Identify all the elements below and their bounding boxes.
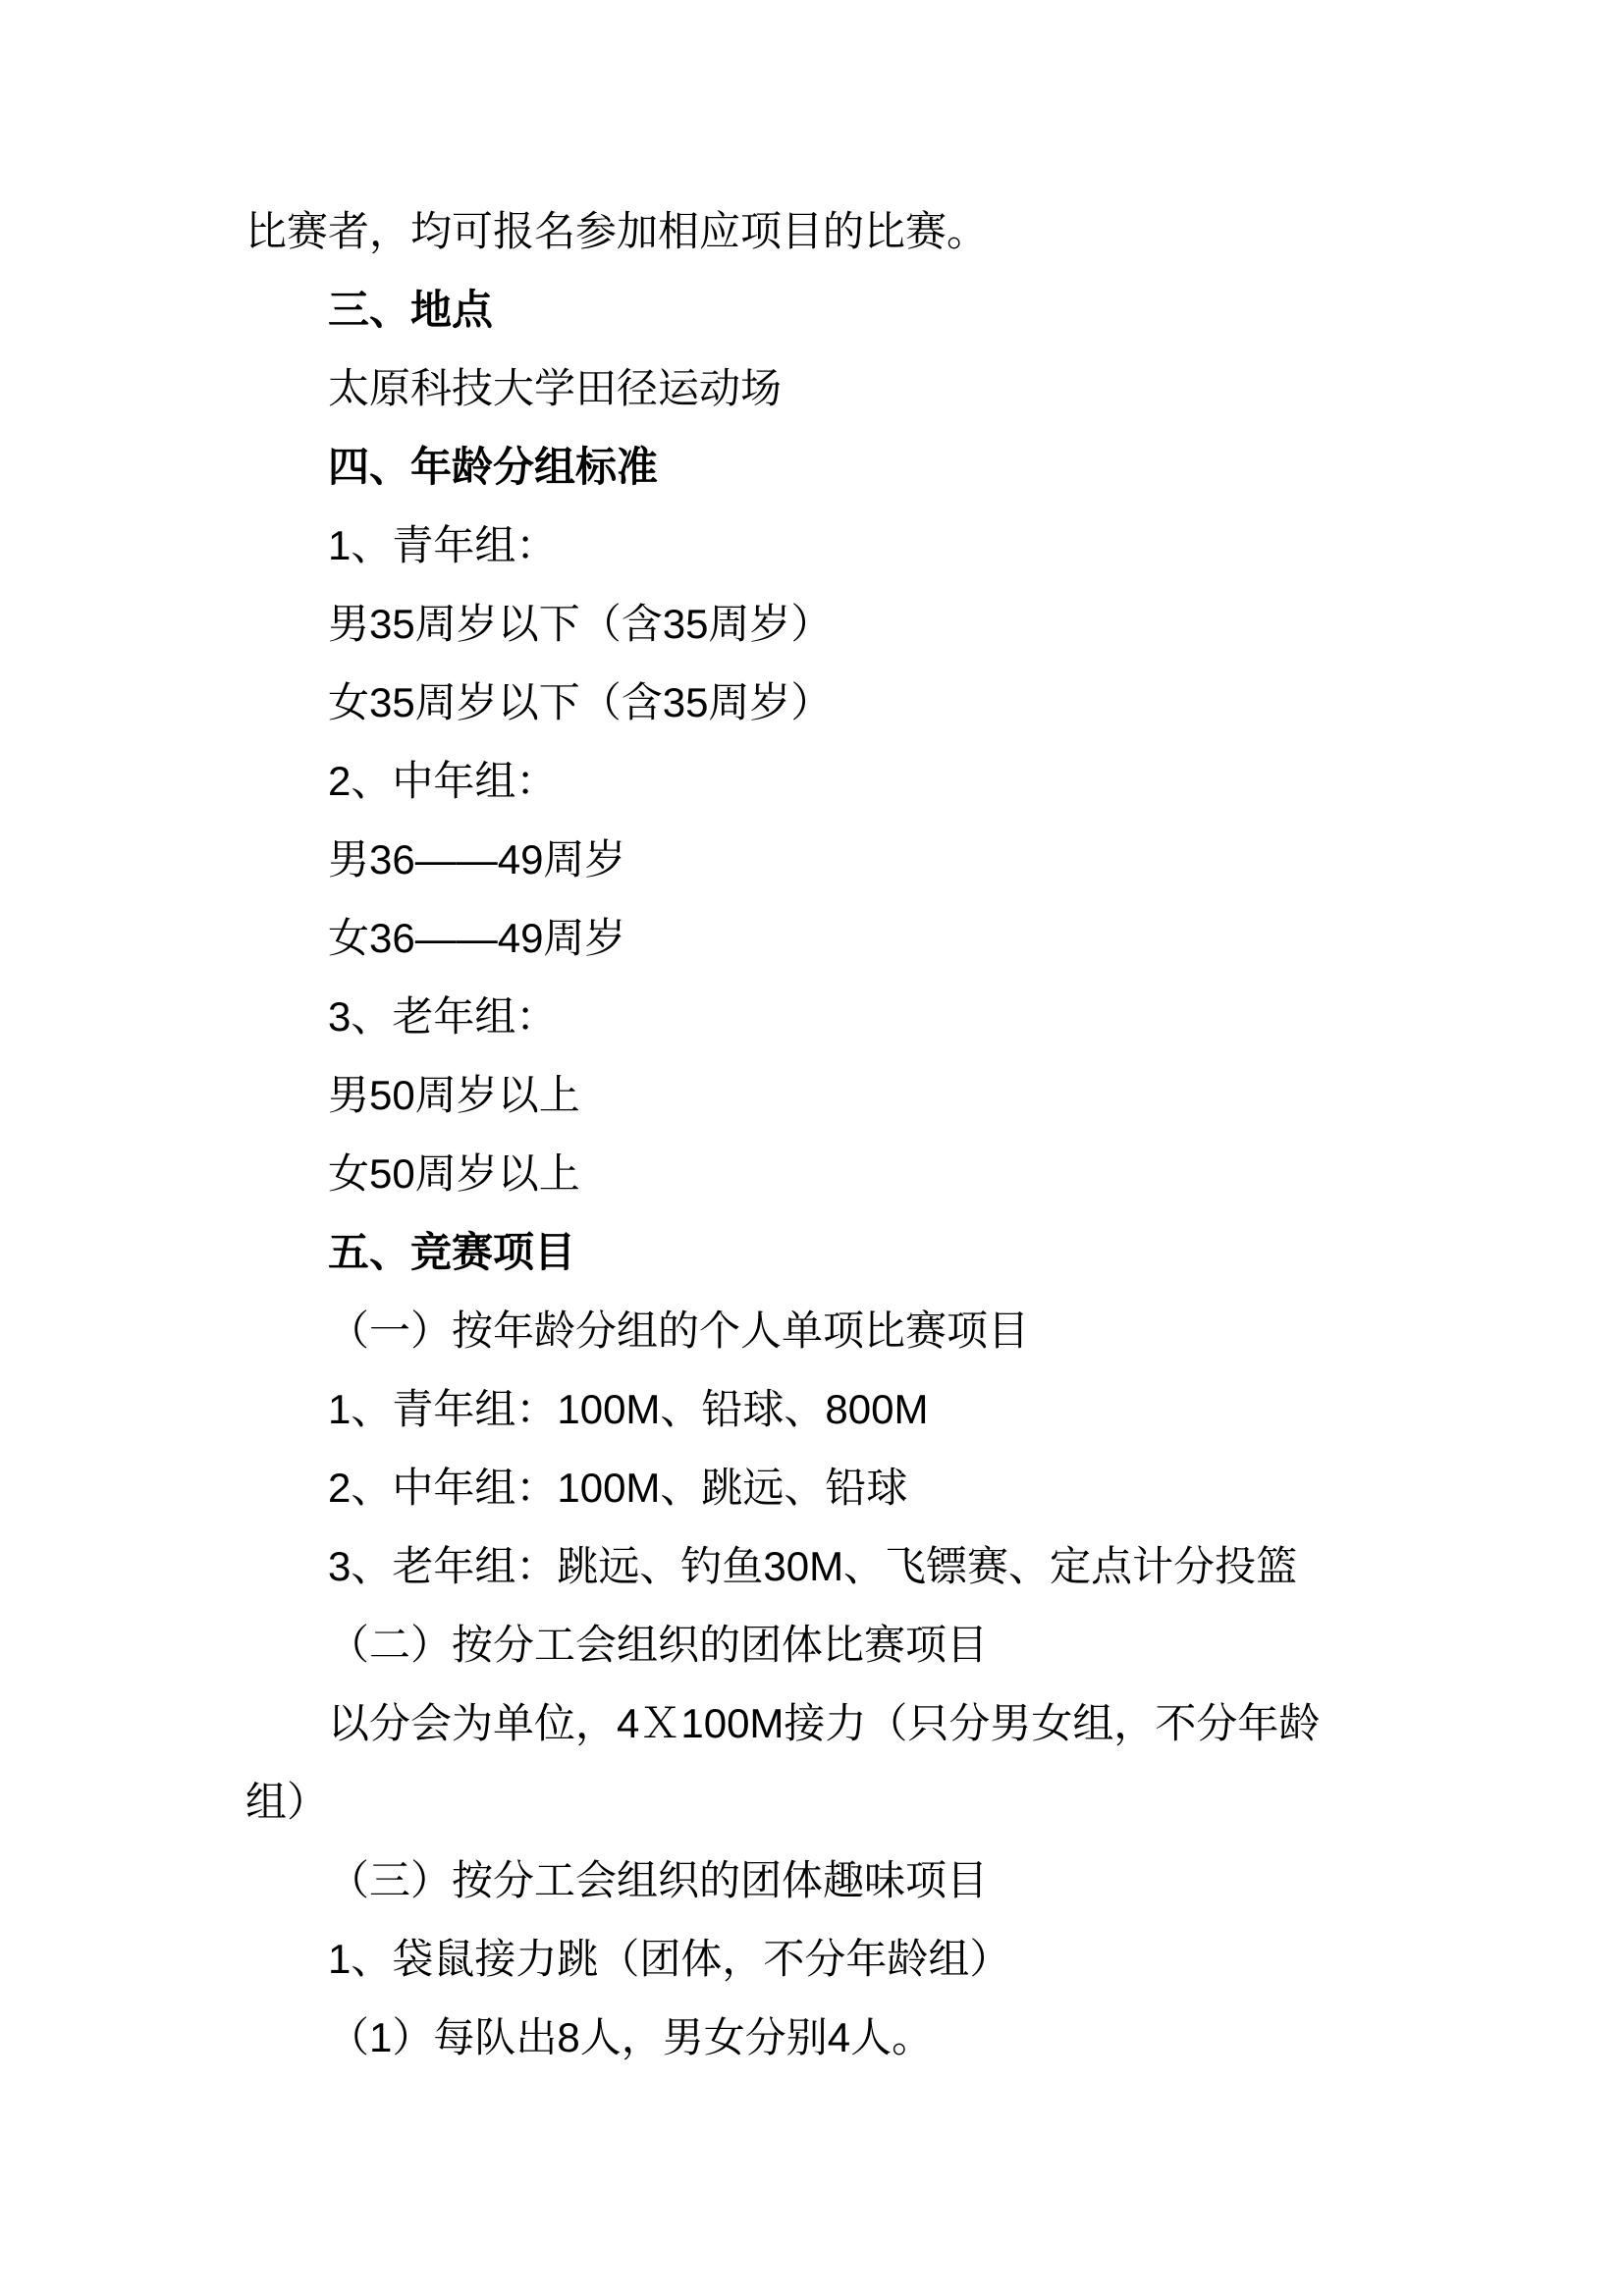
text-line-14: （一）按年龄分组的个人单项比赛项目 — [328, 1308, 1030, 1354]
text-line-6: 女35周岁以下（含35周岁） — [328, 679, 833, 725]
text-line-15: 1、青年组：100M、铅球、800M — [328, 1386, 929, 1432]
text-line-16: 2、中年组：100M、跳远、铅球 — [328, 1465, 908, 1511]
text-line-23: （1）每队出8人，男女分别4人。 — [328, 2014, 934, 2060]
text-line-19: 以分会为单位，4Ｘ100M接力（只分男女组，不分年龄 — [328, 1700, 1321, 1746]
text-line-0: 比赛者，均可报名参加相应项目的比赛。 — [245, 208, 989, 254]
text-line-17: 3、老年组：跳远、钓鱼30M、飞镖赛、定点计分投篮 — [328, 1543, 1298, 1589]
text-line-4: 1、青年组： — [328, 522, 558, 568]
document-text-block — [245, 192, 1379, 2077]
text-line-10: 3、老年组： — [328, 993, 558, 1040]
text-line-8: 男36——49周岁 — [328, 836, 626, 882]
text-line-20: 组） — [245, 1779, 329, 1825]
text-line-18: （二）按分工会组织的团体比赛项目 — [328, 1622, 989, 1668]
text-line-7: 2、中年组： — [328, 758, 558, 804]
text-line-11: 男50周岁以上 — [328, 1072, 580, 1118]
text-line-1: 三、地点 — [328, 287, 494, 333]
text-line-21: （三）按分工会组织的团体趣味项目 — [328, 1857, 989, 1903]
text-line-9: 女36——49周岁 — [328, 915, 626, 961]
text-line-2: 太原科技大学田径运动场 — [328, 365, 783, 411]
text-line-22: 1、袋鼠接力跳（团体，不分年龄组） — [328, 1936, 1011, 1982]
text-line-3: 四、年龄分组标准 — [328, 444, 659, 490]
text-line-13: 五、竞赛项目 — [328, 1229, 576, 1275]
text-line-5: 男35周岁以下（含35周岁） — [328, 601, 833, 647]
text-line-12: 女50周岁以上 — [328, 1150, 580, 1197]
